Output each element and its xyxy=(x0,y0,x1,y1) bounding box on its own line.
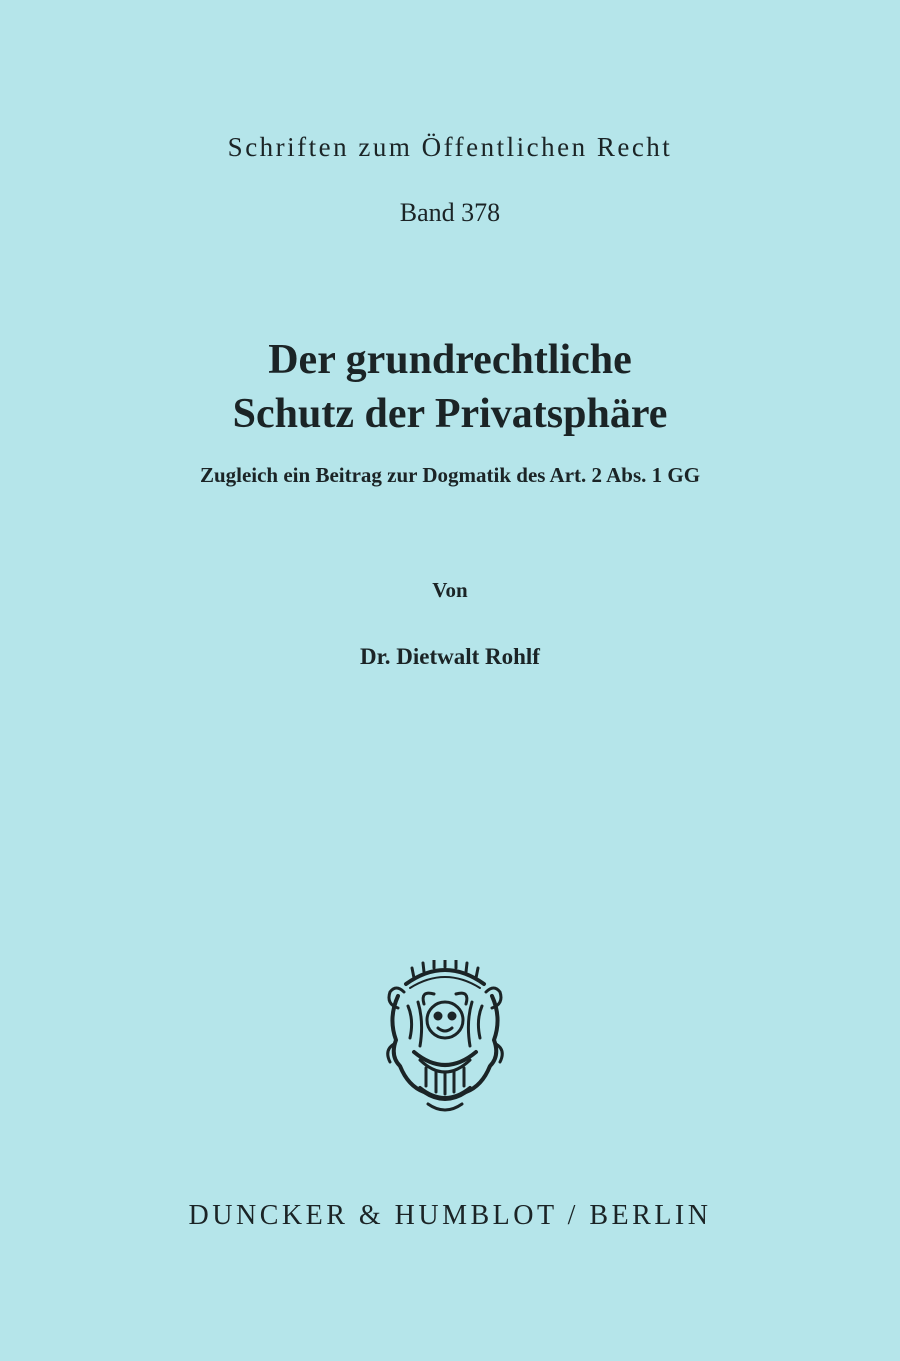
publisher-emblem-icon xyxy=(384,960,506,1118)
volume-number: Band 378 xyxy=(399,198,501,227)
book-subtitle: Zugleich ein Beitrag zur Dogmatik des Art. 2 Abs. 1 GG xyxy=(199,463,701,487)
by-label: Von xyxy=(432,578,468,602)
title-line-2: Schutz der Privatsphäre xyxy=(232,391,668,437)
series-title: Schriften zum Öffentlichen Recht xyxy=(227,132,673,162)
title-line-1: Der grundrechtliche xyxy=(268,337,632,383)
author-name: Dr. Dietwalt Rohlf xyxy=(360,644,540,669)
book-title xyxy=(0,333,900,441)
publisher-imprint: DUNCKER & HUMBLOT / BERLIN xyxy=(188,1200,712,1231)
